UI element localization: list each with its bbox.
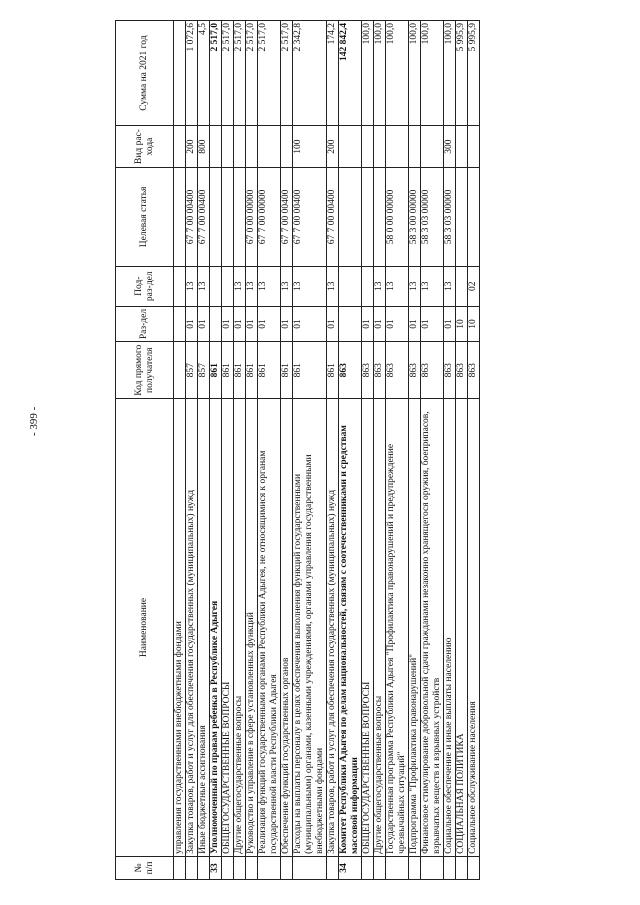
cell-num	[174, 856, 186, 879]
table-row	[386, 21, 409, 880]
cell-podrazdel	[222, 266, 234, 306]
cell-name: Подпрограмма "Профилактика правонарушений"	[409, 399, 421, 857]
cell-num	[246, 856, 258, 879]
cell-name: Обеспечение функций государственных органов	[281, 399, 293, 857]
cell-podrazdel: 13	[374, 266, 386, 306]
cell-name: Руководство и управление в сфере установленных функций	[246, 399, 258, 857]
cell-name: Расходы на выплаты персоналу в целях обеспечения выполнения функций государственными (муниципальными) органами, казенными учреждениями, органами управления государственными внебюджетными фондами	[293, 399, 327, 857]
cell-code: 863	[409, 342, 421, 399]
cell-vid: 800	[198, 126, 210, 168]
cell-name: Другие общегосударственные вопросы	[374, 399, 386, 857]
cell-podrazdel: 13	[246, 266, 258, 306]
cell-name: Государственная программа Республики Адыгея "Профилактика правонарушений и предупреждение чрезвычайных ситуаций"	[386, 399, 409, 857]
header-target: Целевая статья	[116, 168, 174, 267]
cell-vid	[409, 126, 421, 168]
table-body	[174, 21, 480, 880]
cell-razdel: 01	[222, 306, 234, 342]
cell-razdel: 01	[444, 306, 456, 342]
cell-name: ОБЩЕГОСУДАРСТВЕННЫЕ ВОПРОСЫ	[222, 399, 234, 857]
cell-razdel: 01	[409, 306, 421, 342]
cell-num	[444, 856, 456, 879]
table-row	[444, 21, 456, 880]
cell-num	[362, 856, 374, 879]
cell-code: 861	[281, 342, 293, 399]
cell-sum: 174,2	[327, 21, 339, 126]
cell-sum: 5 995,9	[456, 21, 468, 126]
cell-vid	[246, 126, 258, 168]
table-row	[281, 21, 293, 880]
cell-podrazdel: 13	[409, 266, 421, 306]
header-num: № п/п	[116, 856, 174, 879]
cell-podrazdel: 13	[186, 266, 198, 306]
table-row	[409, 21, 421, 880]
cell-podrazdel	[456, 266, 468, 306]
cell-num: 33	[210, 856, 222, 879]
cell-code: 857	[186, 342, 198, 399]
cell-razdel: 01	[281, 306, 293, 342]
cell-num	[386, 856, 409, 879]
table-row	[293, 21, 327, 880]
cell-razdel	[339, 306, 362, 342]
cell-code: 863	[374, 342, 386, 399]
cell-sum: 2 517,0	[281, 21, 293, 126]
cell-code: 863	[339, 342, 362, 399]
table-row	[186, 21, 198, 880]
header-sum: Сумма на 2021 год	[116, 21, 174, 126]
cell-vid	[386, 126, 409, 168]
cell-code: 857	[198, 342, 210, 399]
cell-num	[281, 856, 293, 879]
cell-target	[339, 168, 362, 267]
cell-code: 861	[234, 342, 246, 399]
table-row	[246, 21, 258, 880]
cell-target: 67 7 00 00400	[327, 168, 339, 267]
cell-target	[374, 168, 386, 267]
cell-name: Другие общегосударственные вопросы	[234, 399, 246, 857]
cell-sum: 100,0	[444, 21, 456, 126]
cell-name: Уполномоченный по правам ребенка в Республике Адыгея	[210, 399, 222, 857]
cell-code	[174, 342, 186, 399]
cell-sum: 100,0	[421, 21, 444, 126]
cell-code: 861	[210, 342, 222, 399]
cell-podrazdel: 13	[281, 266, 293, 306]
table-row	[210, 21, 222, 880]
cell-target: 58 0 00 00000	[386, 168, 409, 267]
cell-name: Комитет Республики Адыгея по делам национальностей, связям с соотечественниками и средствам массовой информации	[339, 399, 362, 857]
cell-name: СОЦИАЛЬНАЯ ПОЛИТИКА	[456, 399, 468, 857]
table-row	[374, 21, 386, 880]
cell-target: 58 3 03 00000	[444, 168, 456, 267]
cell-sum: 100,0	[409, 21, 421, 126]
cell-razdel	[174, 306, 186, 342]
cell-razdel: 01	[234, 306, 246, 342]
cell-num	[186, 856, 198, 879]
cell-target: 67 7 00 00400	[186, 168, 198, 267]
cell-podrazdel	[362, 266, 374, 306]
cell-sum: 100,0	[362, 21, 374, 126]
cell-sum: 142 842,4	[339, 21, 362, 126]
cell-razdel: 10	[468, 306, 480, 342]
cell-code: 861	[246, 342, 258, 399]
header-name: Наименование	[116, 399, 174, 857]
cell-code: 863	[421, 342, 444, 399]
cell-sum: 2 517,0	[210, 21, 222, 126]
cell-vid: 100	[293, 126, 327, 168]
cell-name: ОБЩЕГОСУДАРСТВЕННЫЕ ВОПРОСЫ	[362, 399, 374, 857]
cell-razdel: 01	[293, 306, 327, 342]
cell-target	[222, 168, 234, 267]
table-row	[468, 21, 480, 880]
cell-vid	[374, 126, 386, 168]
cell-podrazdel: 13	[234, 266, 246, 306]
cell-code: 863	[444, 342, 456, 399]
cell-razdel: 01	[386, 306, 409, 342]
table-header-row	[116, 21, 174, 880]
cell-vid	[468, 126, 480, 168]
cell-sum: 4,5	[198, 21, 210, 126]
cell-target: 67 7 00 00400	[281, 168, 293, 267]
cell-num	[234, 856, 246, 879]
cell-code: 863	[362, 342, 374, 399]
cell-code: 863	[468, 342, 480, 399]
cell-sum: 2 517,0	[246, 21, 258, 126]
header-code: Код прямого получателя	[116, 342, 174, 399]
cell-podrazdel: 13	[327, 266, 339, 306]
table-row	[222, 21, 234, 880]
cell-podrazdel: 13	[258, 266, 281, 306]
cell-vid	[222, 126, 234, 168]
cell-name: Иные бюджетные ассигнования	[198, 399, 210, 857]
cell-razdel: 01	[327, 306, 339, 342]
cell-razdel: 01	[198, 306, 210, 342]
cell-sum: 2 517,0	[258, 21, 281, 126]
cell-podrazdel: 13	[444, 266, 456, 306]
cell-num	[198, 856, 210, 879]
cell-target	[468, 168, 480, 267]
header-razdel: Раз-дел	[116, 306, 174, 342]
rotated-table-container	[115, 20, 575, 880]
cell-podrazdel	[339, 266, 362, 306]
cell-code: 863	[456, 342, 468, 399]
cell-sum: 100,0	[386, 21, 409, 126]
budget-table	[115, 20, 480, 880]
cell-sum	[174, 21, 186, 126]
cell-code: 863	[386, 342, 409, 399]
table-row	[421, 21, 444, 880]
cell-podrazdel: 13	[198, 266, 210, 306]
cell-num	[468, 856, 480, 879]
cell-target: 67 7 00 00400	[293, 168, 327, 267]
cell-target	[234, 168, 246, 267]
cell-target	[174, 168, 186, 267]
cell-podrazdel	[210, 266, 222, 306]
cell-code: 861	[293, 342, 327, 399]
cell-razdel: 01	[246, 306, 258, 342]
cell-num	[409, 856, 421, 879]
cell-podrazdel: 13	[293, 266, 327, 306]
table-row	[339, 21, 362, 880]
cell-target: 67 7 00 00000	[258, 168, 281, 267]
header-vid: Вид рас-хода	[116, 126, 174, 168]
cell-razdel: 01	[374, 306, 386, 342]
cell-razdel: 01	[421, 306, 444, 342]
cell-vid	[456, 126, 468, 168]
cell-name: Социальное обеспечение и иные выплаты населению	[444, 399, 456, 857]
cell-code: 861	[258, 342, 281, 399]
cell-num	[374, 856, 386, 879]
cell-sum: 2 517,0	[222, 21, 234, 126]
cell-num	[258, 856, 281, 879]
cell-vid	[339, 126, 362, 168]
cell-name: Реализация функций государственными органами Республики Адыгея, не относящимися к органам государственной власти Республики Адыгея	[258, 399, 281, 857]
cell-target: 67 0 00 00000	[246, 168, 258, 267]
cell-sum: 5 995,9	[468, 21, 480, 126]
cell-code: 861	[222, 342, 234, 399]
cell-razdel: 10	[456, 306, 468, 342]
cell-name: управления государственными внебюджетными фондами	[174, 399, 186, 857]
cell-podrazdel: 02	[468, 266, 480, 306]
cell-num: 34	[339, 856, 362, 879]
cell-target	[210, 168, 222, 267]
cell-vid: 200	[186, 126, 198, 168]
cell-target	[456, 168, 468, 267]
cell-podrazdel: 13	[386, 266, 409, 306]
cell-target	[362, 168, 374, 267]
cell-num	[456, 856, 468, 879]
cell-num	[327, 856, 339, 879]
cell-razdel: 01	[186, 306, 198, 342]
cell-podrazdel: 13	[421, 266, 444, 306]
cell-razdel: 01	[258, 306, 281, 342]
cell-num	[421, 856, 444, 879]
cell-sum: 2 517,0	[234, 21, 246, 126]
cell-vid	[362, 126, 374, 168]
table-row	[174, 21, 186, 880]
cell-vid	[281, 126, 293, 168]
cell-name: Финансовое стимулирование добровольной сдачи гражданами незаконно хранящегося оружия, боеприпасов, взрывчатых веществ и взрывных устройств	[421, 399, 444, 857]
table-row	[258, 21, 281, 880]
cell-num	[222, 856, 234, 879]
cell-vid: 300	[444, 126, 456, 168]
cell-razdel: 01	[362, 306, 374, 342]
cell-target: 67 7 00 00400	[198, 168, 210, 267]
cell-podrazdel	[174, 266, 186, 306]
cell-vid	[234, 126, 246, 168]
cell-name: Социальное обслуживание населения	[468, 399, 480, 857]
cell-sum: 100,0	[374, 21, 386, 126]
cell-sum: 2 342,8	[293, 21, 327, 126]
cell-sum: 1 072,6	[186, 21, 198, 126]
cell-vid	[210, 126, 222, 168]
cell-name: Закупка товаров, работ и услуг для обеспечения государственных (муниципальных) нужд	[186, 399, 198, 857]
cell-vid	[174, 126, 186, 168]
table-row	[456, 21, 468, 880]
table-row	[327, 21, 339, 880]
cell-num	[293, 856, 327, 879]
cell-razdel	[210, 306, 222, 342]
cell-target: 58 3 00 00000	[409, 168, 421, 267]
header-podrazdel: Под-раз-дел	[116, 266, 174, 306]
table-row	[198, 21, 210, 880]
cell-vid: 200	[327, 126, 339, 168]
cell-vid	[421, 126, 444, 168]
table-row	[362, 21, 374, 880]
page-number: - 399 -	[28, 406, 40, 436]
cell-target: 58 3 03 00000	[421, 168, 444, 267]
cell-name: Закупка товаров, работ и услуг для обеспечения государственных (муниципальных) нужд	[327, 399, 339, 857]
table-row	[234, 21, 246, 880]
cell-code: 861	[327, 342, 339, 399]
cell-vid	[258, 126, 281, 168]
